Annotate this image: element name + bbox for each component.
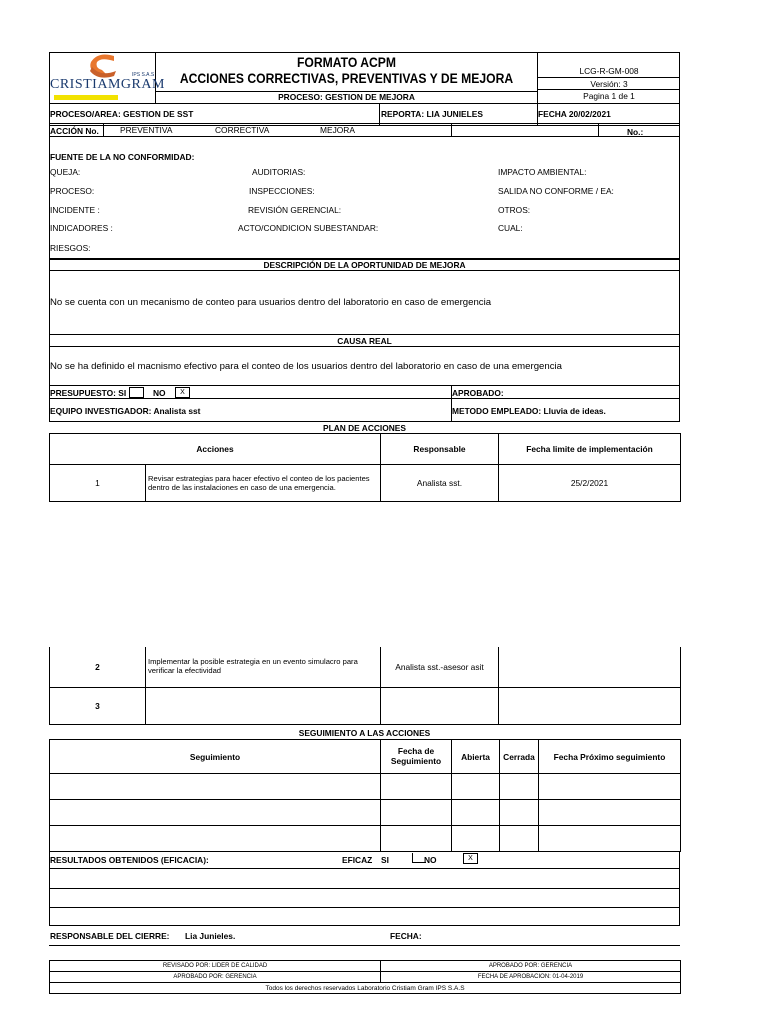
logo-mark-icon (86, 53, 120, 79)
plan-row-accion (146, 687, 381, 724)
mejora-option: MEJORA (320, 125, 355, 135)
fuente-otros: OTROS: (498, 205, 531, 215)
plan-row-responsable: Analista sst. (381, 465, 499, 502)
seguimiento-title: SEGUIMIENTO A LAS ACCIONES (298, 728, 431, 738)
plan-row-responsable: Analista sst.-asesor asit (381, 647, 499, 687)
footer-aprobado-gerencia-2: APROBADO POR: GERENCIA (50, 972, 381, 983)
footer-aprobado-gerencia: APROBADO POR: GERENCIA (381, 961, 681, 972)
footer-revisado: REVISADO POR: LIDER DE CALIDAD (50, 961, 381, 972)
company-logo (50, 53, 165, 103)
table-row (50, 465, 681, 502)
seg-header-seguimiento: Seguimiento (50, 740, 381, 774)
area-label: PROCESO/AREA: GESTION DE SST (50, 109, 194, 119)
fuente-acto: ACTO/CONDICION SUBESTANDAR: (238, 223, 379, 233)
fuente-riesgos: RIESGOS: (50, 243, 91, 253)
plan-row-fecha: 25/2/2021 (499, 465, 681, 502)
fuente-cual: CUAL: (498, 223, 523, 233)
plan-table-continued (49, 647, 681, 725)
seguimiento-table (49, 739, 681, 852)
plan-row-number: 2 (50, 647, 146, 687)
eficaz-label: EFICAZ (342, 855, 373, 865)
seg-header-abierta: Abierta (452, 740, 500, 774)
eficaz-si-label: SI (381, 855, 389, 865)
footer-rights: Todos los derechos reservados Laboratorio Cristiam Gram IPS S.A.S (50, 983, 681, 994)
fuente-impacto: IMPACTO AMBIENTAL: (498, 167, 587, 177)
causa-title: CAUSA REAL (337, 336, 392, 346)
cierre-name: Lia Junieles. (185, 931, 236, 941)
logo-sub-text: IPS S.A.S (132, 72, 155, 78)
table-row (50, 647, 681, 687)
plan-title: PLAN DE ACCIONES (323, 423, 406, 433)
plan-header-acciones: Acciones (50, 434, 381, 465)
table-row (50, 800, 681, 826)
table-row (50, 774, 681, 800)
plan-header-responsable: Responsable (381, 434, 499, 465)
fuente-auditorias: AUDITORIAS: (252, 167, 306, 177)
aprobado-label: APROBADO: (452, 388, 504, 398)
plan-row-number: 3 (50, 687, 146, 724)
presupuesto-label: PRESUPUESTO: SI (50, 388, 127, 398)
metodo-label: METODO EMPLEADO: Lluvia de ideas. (452, 406, 606, 416)
fuente-indicadores: INDICADORES : (50, 223, 113, 233)
presupuesto-no-label: NO (153, 388, 166, 398)
preventiva-option: PREVENTIVA (120, 125, 173, 135)
fuente-inspecciones: INSPECCIONES: (249, 186, 315, 196)
process-label: PROCESO: GESTION DE MEJORA (278, 92, 415, 102)
footer-table (49, 960, 681, 994)
fuente-salida: SALIDA NO CONFORME / EA: (498, 186, 614, 196)
cierre-fecha-label: FECHA: (390, 931, 422, 941)
plan-table (49, 433, 681, 502)
causa-text: No se ha definido el macnismo efectivo para el conteo de los usuarios dentro del laboratorio en caso de una emergencia (50, 361, 562, 372)
footer-fecha-aprobacion: FECHA DE APROBACION: 01-04-2019 (381, 972, 681, 983)
plan-row-responsable (381, 687, 499, 724)
resultados-label: RESULTADOS OBTENIDOS (EFICACIA): (50, 855, 209, 865)
plan-row-accion: Revisar estrategias para hacer efectivo el conteo de los pacientes dentro de las instalaciones en caso de una emergencia. (146, 465, 381, 502)
presupuesto-si-checkbox[interactable] (129, 387, 144, 398)
seg-header-cerrada: Cerrada (500, 740, 539, 774)
doc-code: LCG-R-GM-008 (579, 66, 639, 76)
fecha-label: FECHA 20/02/2021 (538, 109, 611, 119)
fuente-incidente: INCIDENTE : (50, 205, 100, 215)
form-title: FORMATO ACPM (297, 55, 396, 70)
fuente-revision: REVISIÓN GERENCIAL: (248, 205, 342, 215)
cierre-label: RESPONSABLE DEL CIERRE: (50, 931, 170, 941)
accion-no-label: ACCIÓN No. (50, 126, 99, 136)
descripcion-text: No se cuenta con un mecanismo de conteo para usuarios dentro del laboratorio en caso de emergencia (50, 297, 492, 308)
presupuesto-no-checkbox[interactable]: X (175, 387, 190, 398)
plan-row-accion: Implementar la posible estrategia en un evento simulacro para verificar la efectividad (146, 647, 381, 687)
form-subtitle: ACCIONES CORRECTIVAS, PREVENTIVAS Y DE MEJORA (179, 71, 514, 86)
plan-header-fecha: Fecha limite de implementación (499, 434, 681, 465)
correctiva-option: CORRECTIVA (215, 125, 270, 135)
fuente-queja: QUEJA: (50, 167, 81, 177)
eficaz-no-checkbox[interactable]: X (463, 853, 478, 864)
seg-header-fecha: Fecha de Seguimiento (381, 740, 452, 774)
plan-row-number: 1 (50, 465, 146, 502)
fuente-title: FUENTE DE LA NO CONFORMIDAD: (50, 152, 195, 162)
logo-brand-text: CRISTIAMGRAM (50, 77, 165, 92)
fuente-proceso: PROCESO: (50, 186, 95, 196)
logo-yellow-bar (54, 95, 118, 100)
doc-page: Pagina 1 de 1 (583, 91, 635, 101)
table-row (50, 826, 681, 852)
plan-row-fecha (499, 647, 681, 687)
eficaz-no-label: NO (424, 855, 437, 865)
descripcion-title: DESCRIPCIÓN DE LA OPORTUNIDAD DE MEJORA (263, 260, 466, 270)
no-label: No.: (627, 127, 644, 137)
reporta-label: REPORTA: LIA JUNIELES (381, 109, 483, 119)
equipo-label: EQUIPO INVESTIGADOR: Analista sst (50, 406, 201, 416)
seg-header-proximo: Fecha Próximo seguimiento (539, 740, 681, 774)
plan-row-fecha (499, 687, 681, 724)
doc-version: Versión: 3 (590, 79, 628, 89)
table-row (50, 687, 681, 724)
